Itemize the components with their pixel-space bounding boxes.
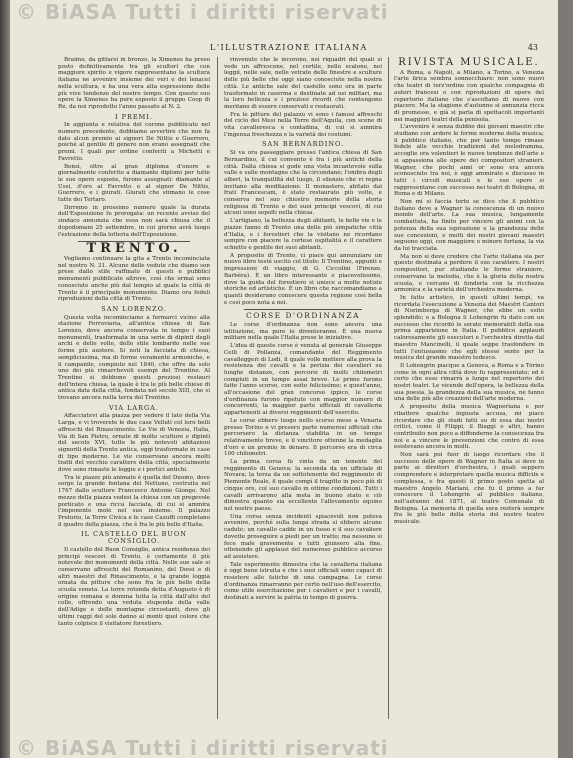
page-number: 43 — [527, 43, 538, 52]
col1-paragraph: Bensì, oltre al gran diploma d'onore e giornalmente conferito a diamante diplomi per tutte le sue opere esposte, furono assegnati: diamante al Ussi, d'oro al Favretto e al signor De Nittis, Guerrero, e i giurati. Giurati che stimano le cose tutte dei Tertaro. — [58, 163, 210, 204]
col3-paragraph: Ma non si deve credere che l'arte italiana sia per questo destinata a perdere il suo carattere. I nostri compositori, pur studiando le forme straniere, conservano la melodia, che è la gloria della nostra scuola, e cercano di fonderla con la ricchezza armonica e la varietà dell'orchestra moderna. — [394, 253, 544, 294]
col2-paragraph: Fra le pitture del palazzo vi sono i famosi affreschi del ciclo dei Mesi nella Torre dell'Aquila, con scene di vita cavalleresca e contadina, di cui si ammira l'ingenua freschezza e la varietà dei costumi. — [224, 111, 382, 138]
newspaper-page — [10, 0, 558, 758]
col2-paragraph: L'idea di queste corse è venuta al generale Giuseppe Celli di Pollanza, comandante del Reggimento cavalleggeri di Lodi, il quale volle mettere alla prova la resistenza dei cavalli e la perizia dei cavalieri su lunghe distanze, con percorsi di molti chilometri compiuti in un tempo assai breve. Le prime furono fatte l'anno scorso, con esito felicissimo; e quest'anno, all'occasione del gran concorso ippico, le corse d'ordinanza furono ripetute con maggior numero di concorrenti, la maggior parte ufficiali di cavalleria appartenenti ai diversi reggimenti dell'esercito. — [224, 343, 382, 417]
col3-paragraph: Non sarà poi fuor di luogo ricordare che il successo delle opere di Wagner in Italia si deve in parte ai direttori d'orchestra, i quali seppero comprendere e interpretare quella musica difficile e complessa, e fra questi il primo posto spetta al maestro Angelo Mariani, che fu il primo a far conoscere il Lohengrin al pubblico italiano, nell'autunno del 1871, al teatro Comunale di Bologna. La memoria di quella sera resterà sempre fra le più belle della storia del nostro teatro musicale. — [394, 452, 544, 526]
subheading-castello: IL CASTELLO DEL BUON CONSIGLIO. — [81, 530, 187, 546]
col3-paragraph: A Roma, a Napoli, a Milano, a Torino, a Venezia l'arte lirica sembra sonnecchiare: non sono nuovi che teatri di terz'ordine con qualche compagnia di autori francesi o con riproduzioni di opere del repertorio italiano che s'ascoltano di nuovo con piacere. Ma la stagione d'autunno si annunzia ricca di promesse, e già si parla di spettacoli importanti nei maggiori teatri della penisola. — [394, 69, 544, 123]
section-divider — [244, 309, 362, 310]
col2-paragraph: Una corsa senza incidenti spiacevoli non poteva avvenire, perché sulla lunga strada si ebbero alcune cadute; un cavallo cadde in un fosso e il suo cavaliere dovette proseguire a piedi per un tratto; ma nessuno si fece male gravemente e tutti giunsero alla fine, ottenendo gli applausi del numeroso pubblico accorso ad assistere. — [224, 513, 382, 560]
section-heading-rivista-musicale: RIVISTA MUSICALE. — [398, 57, 540, 68]
section-heading-corse: CORSE D'ORDINANZA — [245, 311, 361, 321]
col1-paragraph: Vogliamo continuare la gita a Trento incominciata nel nostro N. 31. Alcune delle vedute che diamo son prese dallo stile raffinato di questi e pubblici monumenti pubblicate altrove, così che ormai sono conosciute anche più dal tempio al quale la città di Trento è il principale monumento. Diamo ora fedeli riproduzioni della città di Trento. — [58, 255, 210, 303]
col2-paragraph: Le corse d'ordinanza non sono ancora una istituzione, ma pure lo diventeranno. È una nuova militare nella quale l'Italia prese le iniziative. — [224, 322, 382, 342]
watermark-top: © BiASA Tutti i diritti riservati — [16, 0, 389, 24]
subheading-san-bernardino: SAN BERNARDINO. — [261, 140, 345, 149]
column-3 — [394, 57, 544, 717]
subheading-san-lorenzo: SAN LORENZO. — [101, 304, 167, 313]
section-heading-trento: TRENTO. — [86, 241, 182, 257]
col2-paragraph: Tale esperimento dimostra che la cavalleria italiana è oggi bene istruita e che i suoi ufficiali sono capaci di resistere alle fatiche di una campagna. Le corse d'ordinanza rimarranno per certo nell'uso dell'esercito, come utile esercitazione per i cavalieri e per i cavalli, destinati a servire la patria in tempo di guerra. — [224, 561, 382, 602]
col2-paragraph: Le corse ebbero luogo nello scorso mese a Venaria presso Torino e vi presero parte numerosi ufficiali che percorsero la distanza stabilita in un tempo relativamente breve, e il vincitore ottenne la medaglia d'oro e un premio in denaro. Il percorso era di circa 100 chilometri. — [224, 417, 382, 458]
col2-paragraph: L'artigiano, la bellezza degli abitanti, le belle vie e le piazze fanno di Trento una delle più simpatiche città d'Italia, e i forestieri che la visitano ne ricordano sempre con piacere la cortese ospitalità e il carattere schietto e gentile dei suoi abitanti. — [224, 218, 382, 251]
col2-paragraph: A proposito di Trento, ci piace qui annunziare un nuovo libro testé uscito col titolo: Il Trentino, appunti e impressioni di viaggio, di G. Ciccolini (Firenze, Barbèra). È un libro interessante e piacevolissimo, dove la guida del forestiero si unisce a molte notizie storiche ed artistiche. È un libro che raccomandiamo a quanti desiderano conoscere questa regione così bella e così poco nota a noi. — [224, 252, 382, 306]
column-rule — [388, 57, 389, 719]
col1-paragraph: Il castello del Buon Consiglio, antica residenza dei principi vescovi di Trento, è certamente il più notevole dei monumenti della città. Nelle sue sale si conservano affreschi del Romanino, del Dossi e di altri maestri del Rinascimento, e la grande loggia ornata da pitture che sono fra le più belle della scuola veneta. La torre rotonda detta d'Augusto è di origine romana e domina tutta la città dall'alto del colle, offrendo una veduta stupenda della valle dell'Adige e delle montagne circostanti, dove gli ultimi raggi del sole danno ai monti quel colore che tanto colpisce il visitatore forestiero. — [58, 546, 210, 627]
column-2 — [224, 57, 382, 717]
col3-paragraph: Non mi si faccia torto se dico che il pubblico italiano deve a Wagner la conoscenza di un nuovo mondo dell'arte. La sua musica, lungamente combattuta, ha finito per vincere gli animi con la potenza della sua ispirazione e la grandezza delle sue concezioni, e molti dei nostri giovani maestri seguono oggi, con maggiore o minore fortuna, la via da lui tracciata. — [394, 199, 544, 252]
col2-paragraph: La prima corsa fu vinta da un tenente del reggimento di Genova; la seconda da un ufficiale di Novara; la terza da un sottotenente del reggimento di Piemonte Reale, il quale compì il tragitto in poco più di cinque ore, col suo cavallo in ottime condizioni. Tutti i cavalli arrivarono alla meta in buono stato e ciò dimostra quanto sia eccellente l'allevamento equino nel nostro paese. — [224, 459, 382, 512]
col3-paragraph: Il Lohengrin piacque a Genova, a Roma e a Torino come in ogni altra città dove fu rappresentato; ed è certo che esso rimarrà a lungo nel repertorio dei nostri teatri. Le vicende dell'opera, la bellezza della sua poesia, la grandezza della sua musica, ne fanno una delle più alte creazioni dell'arte moderna. — [394, 362, 544, 403]
watermark-bottom: © BiASA Tutti i diritti riservati — [16, 736, 389, 758]
col1-paragraph: In aggiunta e relativa del corone pubblicato nel numero precedente, dobbiamo avvertire che non fa dato alcun premio ai signori De Nittis e Guerrero, poiché al gentile di genere non erano assegnati che premi. I quali per ordine conferiti a Michetti e Favretto. — [58, 122, 210, 162]
col1-paragraph: Tra le piazze più animate è quella del Duomo, dove sorge la grande fontana del Nettuno, costruita nel 1767 dallo scultore Francesco Antonio Giongo. Nel mezzo della piazza vedesi la chiesa con un pregevole porticato e una ricca facciata, di cui si ammira l'imponente mole nel suo insieme. Il palazzo Pretorio, la Torre Civica e le case Cazuffi completano il quadro della piazza, che è fra le più belle d'Italia. — [58, 474, 210, 528]
col1-paragraph: Affacciatevi alla piazza per vedere il lato della Via Larga, e vi troverete le due case Velluti col loro belli affreschi del Rinascimento. Le Vie di Venezia, Italia, Via di San Pietro, ornate di molte sculture e dipinti del secolo XVI, tutte le più notevoli abitazioni signorili della Trento antica, oggi trasformate in case di tipo moderno. Le vie conservano ancora molti tratti del vecchio carattere della città, specialmente dove sono rimaste le loggie e i portici antichi. — [58, 413, 210, 474]
section-heading-premi: I PREMI. — [115, 112, 153, 121]
page-edge-shadow — [0, 0, 10, 758]
subheading-via-larga: VIA LARGA. — [109, 403, 159, 412]
col1-paragraph: Dirremo in prossimo numero quale la durata dell'Esposizione fu prorogata: un recente avviso del sindaco annunzia che essa non sarà chiusa che il dopodomani 25 settembre, in cui giorno avrà luogo l'estrazione della lotteria dell'Esposizione. — [58, 204, 210, 238]
col3-paragraph: L'avvenire è senza dubbio dei giovani maestri che studiano con ardore le forme moderne della musica; il pubblico italiano, che per tanto tempo rimase fedele alle vecchie tradizioni del melodramma, accoglie ora volentieri le nuove tendenze dell'arte e si appassiona alle opere dei compositori stranieri. Wagner, che pochi anni or sono era ancora sconosciuto tra noi, è oggi ammirato e discusso in tutti i circoli musicali e le sue opere si rappresentano con successo nei teatri di Bologna, di Roma e di Milano. — [394, 124, 544, 198]
col2-paragraph: rinvenute che le incorono, nei riquadri del quali si vede un affrescone, nel cortile, nello scalone, nei leggii, nelle sale, nelle vetrate delle finestre e sculture delle più belle che oggi siano conosciute nella nostra città. Le antiche sale del castello sono ora in parte trasformate in caserma e destinate ad usi militari, ma la loro bellezza e i preziosi ricordi che contengono meritano di essere conservati e restaurati. — [224, 57, 382, 110]
col1-paragraph: Braimo, da gittarsi in bronzo, la Ximenes ha preso posto definitivamente tra gli scultori che con maggiore spirito e vigore rappresentano la scultura italiana ne avvenire insieme dei veri e dei lenacei nella scultura, e ha una vera alta espressione delle più vive tendenze del nostro tempo. Con questo suo opere la Ximenes ha pure esposto il gruppo Coop di Re, da noi riprodotto l'anno passato al N. 2. — [58, 57, 210, 110]
col1-paragraph: Questa volta incominciamo a fermarci vicino alla stazione Ferroviaria, all'antica chiesa di San Lorenzo, dove ancora conservata in tempo i suoi monumenti, trasformata in una serie di dipinti degli archi e delle volte, dello stile lombardo nelle sue forme più austere. Si noti la facciata di chiesa, semplicissima, ma di forme veramente armoniche, e il campanile, compiuto nel 1840, che offre da solo uno dei più rimarchevoli esempi del Trentino. Al Trentino si debbono questi preziosi restauri dell'intera chiesa, la quale è tra le più belle chiese di antica data della città, fondata nel secolo XIII, che si trovano ancora nella terra del Trentino. — [58, 314, 210, 402]
column-1 — [58, 57, 210, 717]
running-header — [10, 43, 558, 55]
running-title: L'ILLUSTRAZIONE ITALIANA — [210, 43, 368, 52]
column-rule — [217, 57, 218, 719]
col3-paragraph: In fatto artistico, in questi ultimi tempi, va ricordata l'esecuzione a Venezia dei Maestri Cantori di Norimberga di Wagner, che ebbe un esito splendido; e a Bologna il Lohengrin fu dato con un successo che ricordò le serate memorabili della sua prima apparizione in Italia. Il pubblico applaudì calorosamente gli esecutori e l'orchestra diretta dal maestro Mancinelli, il quale seppe trasfondere in tutti l'entusiasmo che egli stesso sente per la musica del grande maestro tedesco. — [394, 294, 544, 362]
col3-paragraph: A proposito della musica Wagneriana e per ribattere qualche ingiusta accusa, mi piace ricordare che gli studi fatti su di essa dai nostri critici, come il Filippi, il Biaggi e altri, hanno contribuito non poco a diffonderne la conoscenza fra noi e a vincere le prevenzioni che contro di essa esistevano ancora in molti. — [394, 404, 544, 451]
col2-paragraph: Si va ora passeggiare presso l'antica chiesa di San Bernardino, il cui convento è fra i più antichi della città. Dalla chiesa si gode una vista incantevole sulla valle e sulle montagne che la circondano; l'ombra degli alberi, la tranquillità del luogo, il silenzio che vi regna invitano alla meditazione. Il monastero, abitato dai frati Francescani, è stato restaurato più volte, e conserva nel suo chiostro memorie della storia religiosa di Trento e dei suoi principi vescovi, di cui alcuni sono sepolti nella chiesa. — [224, 150, 382, 217]
